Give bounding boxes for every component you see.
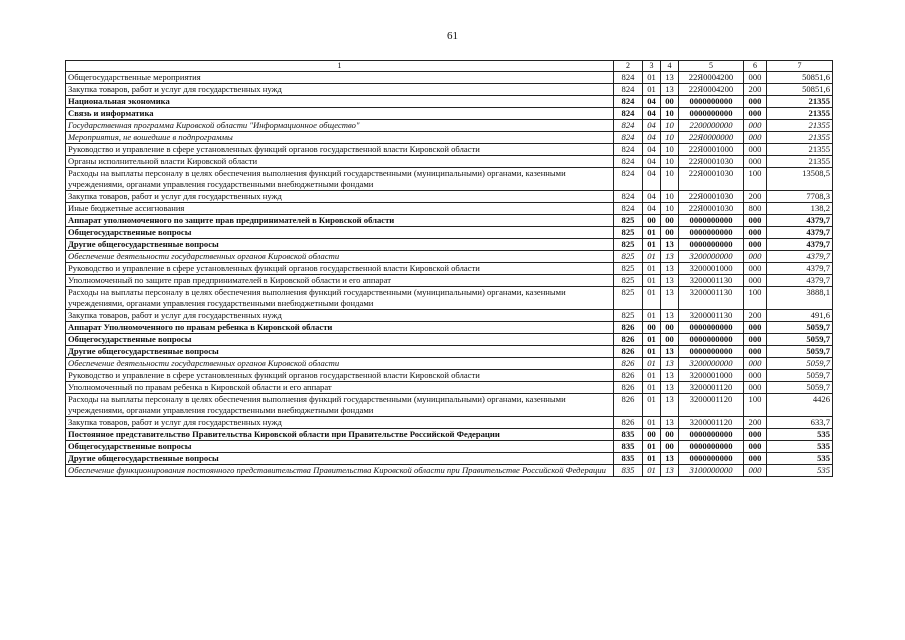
- cell-ministry-code: 824: [614, 96, 643, 108]
- cell-target-article: 0000000000: [679, 108, 744, 120]
- table-row: [66, 263, 833, 275]
- cell-expense-type: 000: [744, 120, 767, 132]
- table-row: [66, 120, 833, 132]
- cell-subsection: 13: [661, 346, 679, 358]
- cell-amount: 21355: [767, 132, 833, 144]
- table-row: [66, 215, 833, 227]
- cell-section: 01: [643, 465, 661, 477]
- cell-target-article: 3200001120: [679, 382, 744, 394]
- cell-amount: 535: [767, 429, 833, 441]
- cell-name: Закупка товаров, работ и услуг для государственных нужд: [66, 84, 614, 96]
- cell-section: 01: [643, 227, 661, 239]
- table-row: [66, 346, 833, 358]
- cell-subsection: 10: [661, 156, 679, 168]
- cell-ministry-code: 824: [614, 108, 643, 120]
- cell-ministry-code: 835: [614, 429, 643, 441]
- cell-expense-type: 000: [744, 215, 767, 227]
- table-row: [66, 84, 833, 96]
- cell-expense-type: 000: [744, 346, 767, 358]
- cell-target-article: 3200001120: [679, 394, 744, 417]
- cell-expense-type: 000: [744, 108, 767, 120]
- cell-expense-type: 800: [744, 203, 767, 215]
- cell-target-article: 3200001130: [679, 275, 744, 287]
- cell-amount: 535: [767, 441, 833, 453]
- cell-subsection: 13: [661, 370, 679, 382]
- cell-ministry-code: 824: [614, 132, 643, 144]
- cell-target-article: 0000000000: [679, 215, 744, 227]
- cell-section: 04: [643, 96, 661, 108]
- cell-section: 01: [643, 275, 661, 287]
- cell-subsection: 00: [661, 96, 679, 108]
- cell-name: Постоянное представительство Правительства Кировской области при Правительстве Российской Федерации: [66, 429, 614, 441]
- cell-expense-type: 200: [744, 191, 767, 203]
- cell-section: 04: [643, 108, 661, 120]
- cell-target-article: 0000000000: [679, 346, 744, 358]
- cell-amount: 491,6: [767, 310, 833, 322]
- cell-target-article: 3200001000: [679, 370, 744, 382]
- cell-target-article: 0000000000: [679, 96, 744, 108]
- cell-amount: 4379,7: [767, 227, 833, 239]
- table-row: [66, 441, 833, 453]
- cell-section: 01: [643, 310, 661, 322]
- cell-amount: 3888,1: [767, 287, 833, 310]
- cell-section: 01: [643, 263, 661, 275]
- cell-section: 04: [643, 144, 661, 156]
- cell-subsection: 00: [661, 441, 679, 453]
- cell-target-article: 3200000000: [679, 358, 744, 370]
- cell-amount: 21355: [767, 96, 833, 108]
- cell-subsection: 10: [661, 144, 679, 156]
- cell-section: 04: [643, 132, 661, 144]
- cell-expense-type: 000: [744, 239, 767, 251]
- cell-section: 01: [643, 84, 661, 96]
- cell-subsection: 13: [661, 417, 679, 429]
- table-body: [66, 72, 833, 477]
- header-col-7: 7: [767, 61, 833, 72]
- cell-amount: 535: [767, 465, 833, 477]
- cell-section: 01: [643, 358, 661, 370]
- cell-expense-type: 000: [744, 132, 767, 144]
- cell-ministry-code: 825: [614, 310, 643, 322]
- cell-expense-type: 000: [744, 453, 767, 465]
- cell-ministry-code: 825: [614, 215, 643, 227]
- table-row: [66, 429, 833, 441]
- cell-subsection: 13: [661, 382, 679, 394]
- cell-expense-type: 000: [744, 358, 767, 370]
- cell-amount: 535: [767, 453, 833, 465]
- header-col-1: 1: [66, 61, 614, 72]
- cell-ministry-code: 824: [614, 156, 643, 168]
- cell-subsection: 13: [661, 239, 679, 251]
- table-row: [66, 275, 833, 287]
- cell-ministry-code: 825: [614, 227, 643, 239]
- cell-target-article: 0000000000: [679, 227, 744, 239]
- cell-name: Аппарат уполномоченного по защите прав предпринимателей в Кировской области: [66, 215, 614, 227]
- cell-name: Иные бюджетные ассигнования: [66, 203, 614, 215]
- cell-section: 01: [643, 287, 661, 310]
- cell-name: Связь и информатика: [66, 108, 614, 120]
- header-col-5: 5: [679, 61, 744, 72]
- cell-amount: 4379,7: [767, 251, 833, 263]
- cell-target-article: 3200001130: [679, 310, 744, 322]
- cell-section: 00: [643, 322, 661, 334]
- cell-ministry-code: 824: [614, 84, 643, 96]
- cell-ministry-code: 825: [614, 263, 643, 275]
- cell-ministry-code: 824: [614, 144, 643, 156]
- cell-amount: 21355: [767, 120, 833, 132]
- cell-expense-type: 000: [744, 429, 767, 441]
- budget-table: [65, 60, 833, 477]
- cell-expense-type: 200: [744, 310, 767, 322]
- cell-ministry-code: 825: [614, 275, 643, 287]
- cell-name: Национальная экономика: [66, 96, 614, 108]
- cell-amount: 5059,7: [767, 334, 833, 346]
- cell-section: 01: [643, 417, 661, 429]
- cell-target-article: 0000000000: [679, 322, 744, 334]
- cell-expense-type: 000: [744, 334, 767, 346]
- cell-name: Руководство и управление в сфере установленных функций органов государственной власти Кировской области: [66, 370, 614, 382]
- cell-expense-type: 000: [744, 251, 767, 263]
- cell-expense-type: 000: [744, 441, 767, 453]
- cell-name: Обеспечение деятельности государственных органов Кировской области: [66, 251, 614, 263]
- cell-ministry-code: 835: [614, 453, 643, 465]
- cell-subsection: 00: [661, 429, 679, 441]
- table-row: [66, 358, 833, 370]
- cell-section: 01: [643, 382, 661, 394]
- cell-ministry-code: 826: [614, 370, 643, 382]
- cell-section: 01: [643, 370, 661, 382]
- cell-expense-type: 100: [744, 394, 767, 417]
- cell-ministry-code: 824: [614, 168, 643, 191]
- header-col-4: 4: [661, 61, 679, 72]
- cell-section: 01: [643, 394, 661, 417]
- cell-target-article: 0000000000: [679, 334, 744, 346]
- cell-ministry-code: 835: [614, 441, 643, 453]
- cell-ministry-code: 825: [614, 287, 643, 310]
- cell-name: Государственная программа Кировской области "Информационное общество": [66, 120, 614, 132]
- table-row: [66, 453, 833, 465]
- cell-amount: 5059,7: [767, 382, 833, 394]
- cell-section: 01: [643, 453, 661, 465]
- header-col-6: 6: [744, 61, 767, 72]
- cell-target-article: 22Я0001030: [679, 191, 744, 203]
- cell-subsection: 13: [661, 263, 679, 275]
- cell-ministry-code: 826: [614, 346, 643, 358]
- cell-subsection: 00: [661, 227, 679, 239]
- cell-subsection: 00: [661, 215, 679, 227]
- table-row: [66, 168, 833, 191]
- cell-section: 01: [643, 346, 661, 358]
- cell-section: 04: [643, 120, 661, 132]
- cell-subsection: 13: [661, 287, 679, 310]
- cell-amount: 21355: [767, 144, 833, 156]
- cell-expense-type: 100: [744, 168, 767, 191]
- cell-amount: 50851,6: [767, 72, 833, 84]
- cell-name: Уполномоченный по правам ребенка в Кировской области и его аппарат: [66, 382, 614, 394]
- cell-amount: 4379,7: [767, 215, 833, 227]
- cell-target-article: 22Я0004200: [679, 72, 744, 84]
- cell-ministry-code: 824: [614, 203, 643, 215]
- cell-ministry-code: 824: [614, 72, 643, 84]
- table-row: [66, 144, 833, 156]
- cell-expense-type: 000: [744, 370, 767, 382]
- cell-amount: 7708,3: [767, 191, 833, 203]
- cell-amount: 5059,7: [767, 370, 833, 382]
- cell-subsection: 13: [661, 251, 679, 263]
- cell-amount: 633,7: [767, 417, 833, 429]
- cell-target-article: 0000000000: [679, 239, 744, 251]
- cell-name: Общегосударственные вопросы: [66, 441, 614, 453]
- cell-name: Руководство и управление в сфере установленных функций органов государственной власти Кировской области: [66, 263, 614, 275]
- cell-target-article: 3200001130: [679, 287, 744, 310]
- cell-ministry-code: 835: [614, 465, 643, 477]
- cell-amount: 5059,7: [767, 346, 833, 358]
- cell-ministry-code: 824: [614, 120, 643, 132]
- cell-ministry-code: 825: [614, 239, 643, 251]
- cell-amount: 5059,7: [767, 358, 833, 370]
- cell-subsection: 10: [661, 168, 679, 191]
- cell-target-article: 22Я0001030: [679, 168, 744, 191]
- header-row: [66, 61, 833, 72]
- cell-ministry-code: 826: [614, 394, 643, 417]
- cell-target-article: 22Я0001030: [679, 156, 744, 168]
- cell-subsection: 13: [661, 394, 679, 417]
- cell-name: Закупка товаров, работ и услуг для государственных нужд: [66, 417, 614, 429]
- table-row: [66, 382, 833, 394]
- cell-expense-type: 000: [744, 72, 767, 84]
- cell-amount: 4379,7: [767, 275, 833, 287]
- cell-amount: 4426: [767, 394, 833, 417]
- cell-expense-type: 000: [744, 96, 767, 108]
- cell-subsection: 13: [661, 358, 679, 370]
- cell-target-article: 2200000000: [679, 120, 744, 132]
- cell-name: Закупка товаров, работ и услуг для государственных нужд: [66, 191, 614, 203]
- cell-name: Другие общегосударственные вопросы: [66, 346, 614, 358]
- cell-name: Расходы на выплаты персоналу в целях обеспечения выполнения функций государственными (муниципальными) органами, казенными учреждениями, органами управления государственными внебюджетными фондами: [66, 168, 614, 191]
- cell-name: Закупка товаров, работ и услуг для государственных нужд: [66, 310, 614, 322]
- cell-name: Уполномоченный по защите прав предпринимателей в Кировской области и его аппарат: [66, 275, 614, 287]
- table-row: [66, 310, 833, 322]
- cell-section: 01: [643, 251, 661, 263]
- cell-subsection: 13: [661, 310, 679, 322]
- cell-subsection: 10: [661, 191, 679, 203]
- cell-subsection: 10: [661, 120, 679, 132]
- cell-expense-type: 000: [744, 465, 767, 477]
- cell-ministry-code: 826: [614, 334, 643, 346]
- cell-amount: 21355: [767, 156, 833, 168]
- cell-target-article: 0000000000: [679, 453, 744, 465]
- table-row: [66, 334, 833, 346]
- table-row: [66, 417, 833, 429]
- table-row: [66, 72, 833, 84]
- cell-name: Общегосударственные вопросы: [66, 334, 614, 346]
- header-col-3: 3: [643, 61, 661, 72]
- cell-name: Другие общегосударственные вопросы: [66, 453, 614, 465]
- cell-subsection: 10: [661, 108, 679, 120]
- table-row: [66, 96, 833, 108]
- cell-subsection: 13: [661, 275, 679, 287]
- cell-name: Органы исполнительной власти Кировской области: [66, 156, 614, 168]
- cell-section: 00: [643, 429, 661, 441]
- cell-name: Мероприятия, не вошедшие в подпрограммы: [66, 132, 614, 144]
- header-col-2: 2: [614, 61, 643, 72]
- cell-amount: 13508,5: [767, 168, 833, 191]
- cell-expense-type: 000: [744, 156, 767, 168]
- cell-expense-type: 200: [744, 84, 767, 96]
- table-row: [66, 370, 833, 382]
- cell-section: 04: [643, 156, 661, 168]
- cell-target-article: 0000000000: [679, 441, 744, 453]
- cell-section: 04: [643, 168, 661, 191]
- cell-expense-type: 200: [744, 417, 767, 429]
- cell-name: Общегосударственные мероприятия: [66, 72, 614, 84]
- table-row: [66, 287, 833, 310]
- table-row: [66, 132, 833, 144]
- cell-ministry-code: 824: [614, 191, 643, 203]
- cell-section: 01: [643, 239, 661, 251]
- cell-subsection: 10: [661, 203, 679, 215]
- cell-expense-type: 000: [744, 263, 767, 275]
- cell-target-article: 3200000000: [679, 251, 744, 263]
- page-number: 61: [447, 30, 458, 42]
- table-row: [66, 239, 833, 251]
- cell-amount: 4379,7: [767, 263, 833, 275]
- table-row: [66, 156, 833, 168]
- cell-name: Обеспечение функционирования постоянного представительства Правительства Кировской области при Правительстве Российской Федерации: [66, 465, 614, 477]
- cell-subsection: 13: [661, 72, 679, 84]
- cell-section: 01: [643, 441, 661, 453]
- table-row: [66, 108, 833, 120]
- cell-amount: 138,2: [767, 203, 833, 215]
- cell-section: 01: [643, 334, 661, 346]
- cell-name: Расходы на выплаты персоналу в целях обеспечения выполнения функций государственными (муниципальными) органами, казенными учреждениями, органами управления государственными внебюджетными фондами: [66, 394, 614, 417]
- cell-name: Расходы на выплаты персоналу в целях обеспечения выполнения функций государственными (муниципальными) органами, казенными учреждениями, органами управления государственными внебюджетными фондами: [66, 287, 614, 310]
- table-row: [66, 394, 833, 417]
- cell-section: 01: [643, 72, 661, 84]
- cell-subsection: 13: [661, 465, 679, 477]
- table-row: [66, 227, 833, 239]
- cell-subsection: 13: [661, 84, 679, 96]
- cell-ministry-code: 826: [614, 358, 643, 370]
- cell-name: Аппарат Уполномоченного по правам ребенка в Кировской области: [66, 322, 614, 334]
- cell-section: 04: [643, 203, 661, 215]
- cell-ministry-code: 826: [614, 322, 643, 334]
- cell-ministry-code: 825: [614, 251, 643, 263]
- cell-target-article: 22Я0004200: [679, 84, 744, 96]
- table-row: [66, 191, 833, 203]
- table-row: [66, 322, 833, 334]
- cell-subsection: 00: [661, 334, 679, 346]
- cell-target-article: 3200001000: [679, 263, 744, 275]
- cell-name: Обеспечение деятельности государственных органов Кировской области: [66, 358, 614, 370]
- cell-expense-type: 000: [744, 227, 767, 239]
- cell-target-article: 22Я0001030: [679, 203, 744, 215]
- cell-target-article: 0000000000: [679, 429, 744, 441]
- cell-name: Другие общегосударственные вопросы: [66, 239, 614, 251]
- cell-expense-type: 000: [744, 382, 767, 394]
- cell-name: Руководство и управление в сфере установленных функций органов государственной власти Кировской области: [66, 144, 614, 156]
- cell-section: 00: [643, 215, 661, 227]
- cell-amount: 50851,6: [767, 84, 833, 96]
- cell-target-article: 3200001120: [679, 417, 744, 429]
- cell-ministry-code: 826: [614, 417, 643, 429]
- table-row: [66, 203, 833, 215]
- cell-expense-type: 100: [744, 287, 767, 310]
- cell-amount: 21355: [767, 108, 833, 120]
- cell-amount: 4379,7: [767, 239, 833, 251]
- cell-target-article: 3100000000: [679, 465, 744, 477]
- cell-amount: 5059,7: [767, 322, 833, 334]
- cell-section: 04: [643, 191, 661, 203]
- table-row: [66, 251, 833, 263]
- table-row: [66, 465, 833, 477]
- cell-subsection: 13: [661, 453, 679, 465]
- cell-ministry-code: 826: [614, 382, 643, 394]
- cell-target-article: 22Я0001000: [679, 144, 744, 156]
- cell-name: Общегосударственные вопросы: [66, 227, 614, 239]
- cell-target-article: 22Я0000000: [679, 132, 744, 144]
- cell-expense-type: 000: [744, 322, 767, 334]
- cell-expense-type: 000: [744, 144, 767, 156]
- cell-expense-type: 000: [744, 275, 767, 287]
- cell-subsection: 00: [661, 322, 679, 334]
- cell-subsection: 10: [661, 132, 679, 144]
